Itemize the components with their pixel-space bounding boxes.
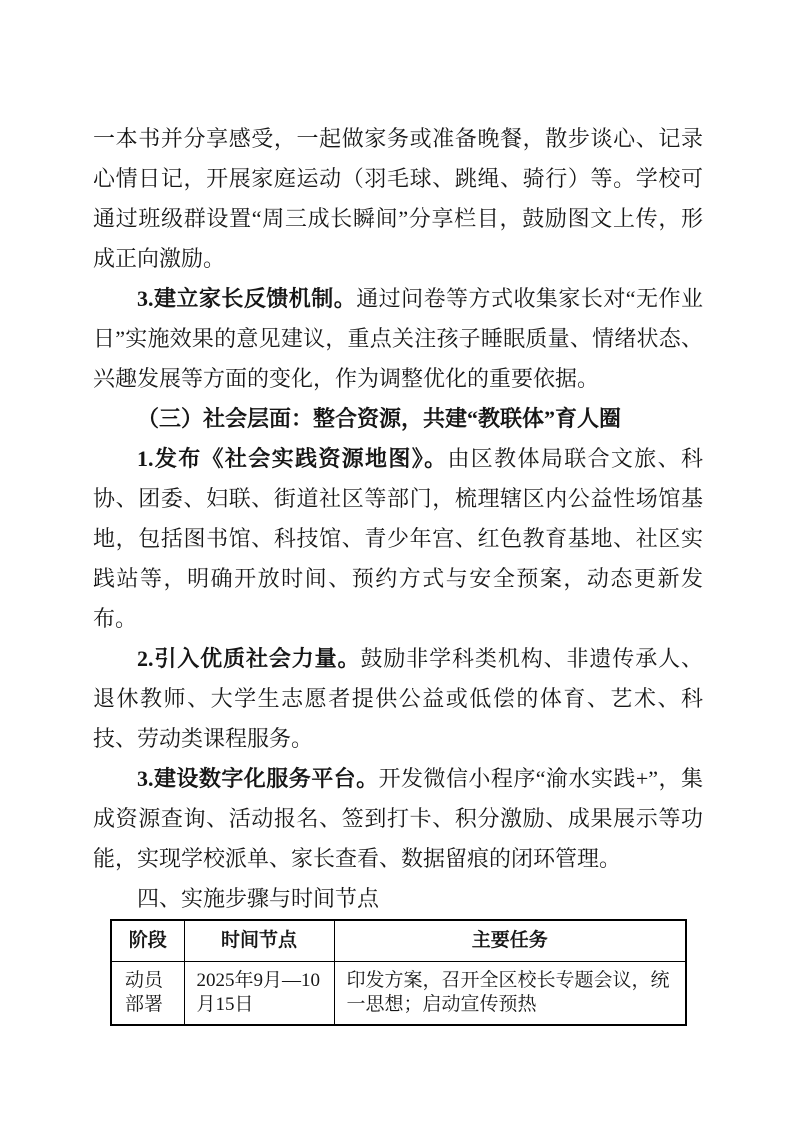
document-body: [93, 119, 703, 1026]
paragraph-text: 由区教体局联合文旅、科协、团委、妇联、街道社区等部门，梳理辖区内公益性场馆基地，包括图书馆、科技馆、青少年宫、红色教育基地、社区实践站等，明确开放时间、预约方式与安全预案，动态更新发布。: [93, 446, 703, 631]
paragraph-text: 鼓励非学科类机构、非遗传承人、退休教师、大学生志愿者提供公益或低偿的体育、艺术、科技、劳动类课程服务。: [93, 646, 703, 751]
paragraph-lead: 3.建设数字化服务平台。: [137, 766, 379, 791]
paragraph-lead: 3.建立家长反馈机制。: [137, 286, 357, 311]
section-heading: （三）社会层面：整合资源，共建“教联体”育人圈: [137, 406, 622, 431]
paragraph-continuation: 一本书并分享感受，一起做家务或准备晚餐，散步谈心、记录心情日记，开展家庭运动（羽毛球、跳绳、骑行）等。学校可通过班级群设置“周三成长瞬间”分享栏目，鼓励图文上传，形成正向激励。: [93, 126, 703, 271]
paragraph-lead: 2.引入优质社会力量。: [137, 646, 361, 671]
paragraph: [93, 279, 703, 399]
paragraph-text: 通过问卷等方式收集家长对“无作业日”实施效果的意见建议，重点关注孩子睡眠质量、情绪状态、兴趣发展等方面的变化，作为调整优化的重要依据。: [93, 286, 703, 391]
cell-time: 2025年9月—10月15日: [184, 962, 334, 1026]
table-header-task: 主要任务: [334, 920, 686, 962]
paragraph: [93, 759, 703, 879]
table-header-row: [111, 920, 686, 962]
chapter-heading: 四、实施步骤与时间节点: [137, 886, 380, 911]
paragraph-lead: 1.发布《社会实践资源地图》。: [137, 446, 448, 471]
paragraph: [93, 439, 703, 639]
paragraph-text: 开发微信小程序“渝水实践+”，集成资源查询、活动报名、签到打卡、积分激励、成果展示等功能，实现学校派单、家长查看、数据留痕的闭环管理。: [93, 766, 703, 871]
schedule-table: [110, 919, 687, 1026]
table-header-time: 时间节点: [184, 920, 334, 962]
cell-task: 印发方案，召开全区校长专题会议，统一思想；启动宣传预热: [334, 962, 686, 1026]
paragraph: [93, 639, 703, 759]
table-header-stage: 阶段: [111, 920, 184, 962]
cell-stage: 动员部署: [111, 962, 184, 1026]
table-row: [111, 962, 686, 1026]
